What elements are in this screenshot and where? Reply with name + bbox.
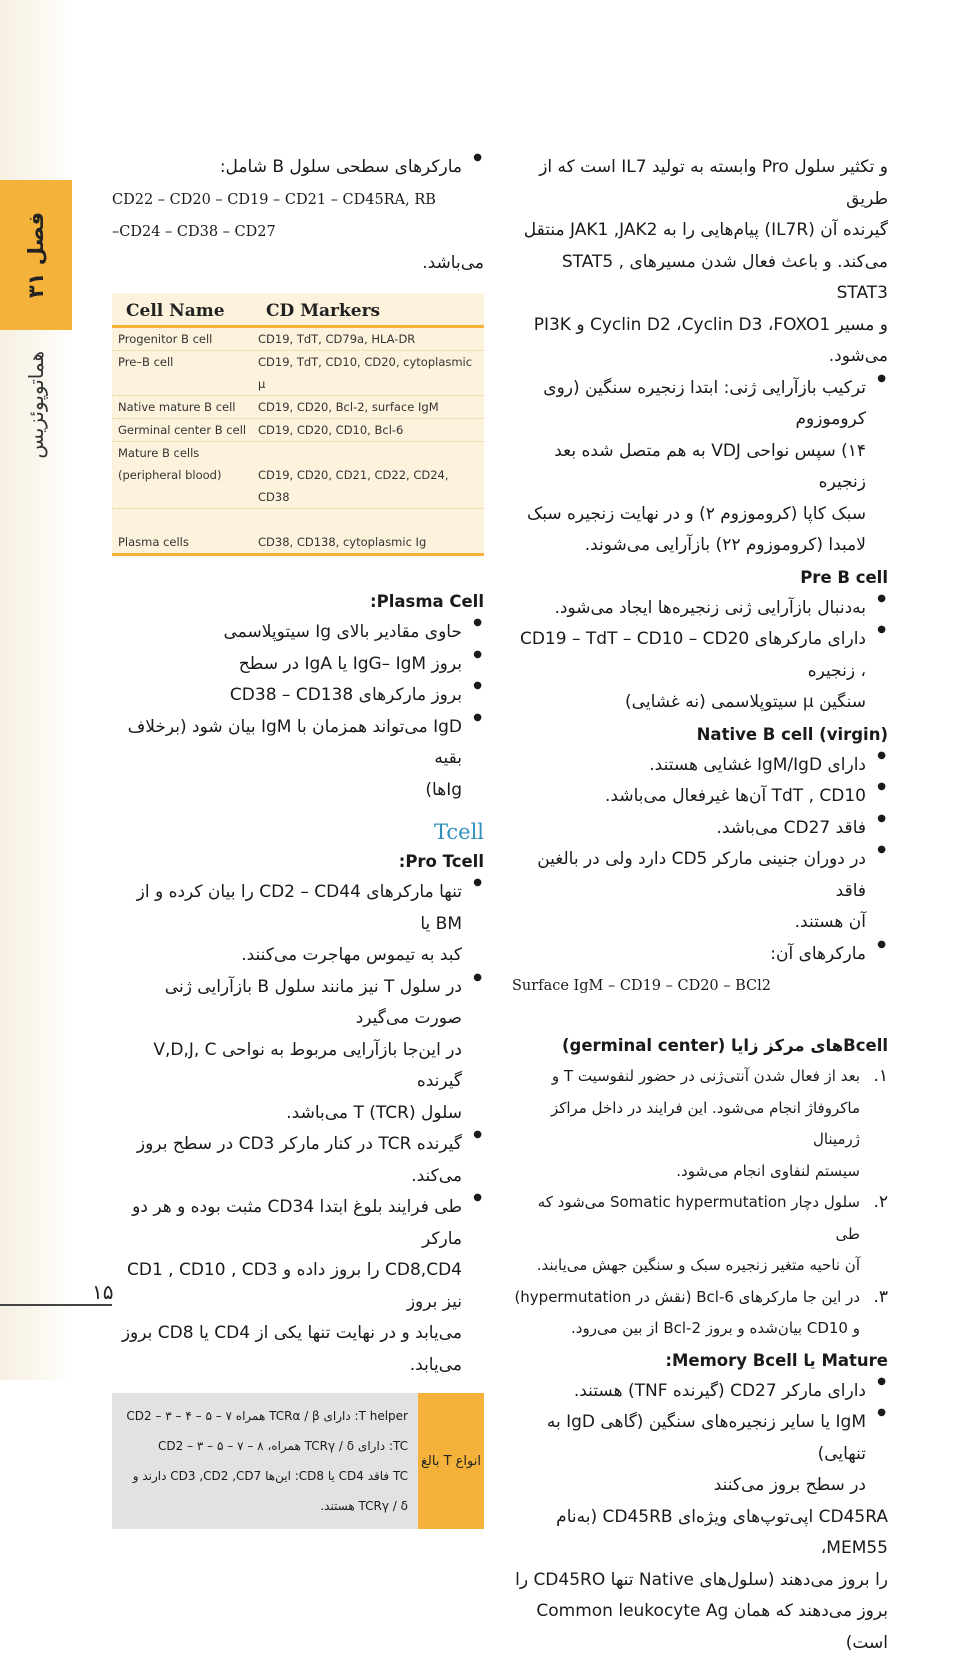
text-line: ● ترکیب بازآرایی ژنی: ابتدا زنجیره سنگین (روی کروموزوم: [543, 377, 866, 429]
right-column: [512, 152, 888, 1659]
bullet-item: [512, 593, 888, 625]
table-cell: Plasma cells: [118, 535, 189, 549]
text-line: کبد به تیموس مهاجرت می‌کنند.: [241, 945, 462, 965]
text-line: ● مارکرهای آن:: [770, 943, 866, 964]
bullet-item: [512, 1407, 888, 1502]
text-line: ● بروز مارکرهای CD38 – CD138: [229, 685, 462, 705]
bullet-item: [112, 680, 484, 712]
bullet-item: [112, 649, 484, 681]
text-line: گیرنده آن (IL7R) پیام‌هایی را به JAK1 ,JAK2 منتقل: [523, 220, 888, 240]
text-line: و تکثیر سلول Pro وابسته به تولید IL7 است که از طریق: [539, 157, 888, 209]
bullet-item: [512, 939, 888, 971]
page-number: ۱۵: [92, 1280, 114, 1304]
text-line: ماکروفاژ انجام می‌شود. این فرایند در داخل مراکز ژرمینال: [550, 1098, 860, 1148]
bullet-item: [512, 373, 888, 562]
text-line: ● حاوی مقادیر بالای Ig سیتوپلاسمی: [223, 622, 462, 642]
table-row: [112, 328, 484, 351]
chapter-label: فصل ۳۱: [24, 211, 48, 299]
bullet-item: [112, 617, 484, 649]
pre-b-heading: Pre B cell: [800, 567, 888, 587]
pro-cont: [512, 152, 888, 373]
table-row: [112, 351, 484, 396]
text-line: سبک کاپا (کروموزوم ۲) و در نهایت زنجیره سبک: [526, 503, 866, 524]
text-line: CD45RA اپی‌توپ‌های ویژه‌ای CD45RB (به‌نام MEM55،: [556, 1506, 888, 1558]
text-line: T helper: دارای TCRα / β همراه ۷ – ۵ – ۴ – ۳ – CD2: [126, 1409, 408, 1423]
table-cell: Pre–B cell: [118, 355, 174, 369]
table-cell: CD19, CD20, Bcl-2, surface IgM: [258, 400, 439, 414]
table-cell: CD19, TdT, CD10, CD20, cytoplasmic μ: [258, 355, 473, 391]
mature-t-types-box: [112, 1393, 484, 1529]
bullet-item: [512, 781, 888, 813]
surface-b-formula-2: –CD24 – CD38 – CD27: [112, 223, 276, 240]
table-row: [112, 464, 484, 509]
text-line: Igها): [425, 779, 462, 800]
chapter-tab: [0, 180, 72, 330]
text-line: می‌کند. و باعث فعال شدن مسیرهای STAT5 , STAT3: [561, 251, 888, 303]
table-cell: Mature B cells: [118, 446, 200, 460]
text-line: CD8,CD4 را بروز داده و CD1 , CD10 , CD3 نیز بروز: [126, 1260, 462, 1312]
text-line: ● بروز IgG– IgM یا IgA در سطح: [238, 653, 462, 674]
table-cell: [258, 509, 478, 531]
table-row: [112, 531, 484, 553]
mature-t-types-tab: [418, 1393, 484, 1529]
surface-b-title: ● مارکرهای سطحی سلول B شامل:: [219, 157, 462, 177]
text-line: ● فاقد CD27 می‌باشد.: [716, 817, 866, 838]
text-line: ● گیرنده TCR در کنار مارکر CD3 در سطح بروز می‌کند.: [136, 1134, 462, 1186]
numbered-item: [512, 1187, 888, 1282]
bullet-item: [112, 712, 484, 807]
table-cell: CD19, CD20, CD21, CD22, CD24, CD38: [258, 468, 449, 504]
table-header-cell: CD Markers: [266, 301, 381, 321]
mature-heading: Mature یا Memory Bcell:: [665, 1350, 888, 1370]
text-line: می‌یابد و در نهایت تنها یکی از CD4 یا CD8 بروز می‌یابد.: [121, 1323, 462, 1375]
bullet-item: [512, 844, 888, 939]
table-cell: Germinal center B cell: [118, 423, 247, 437]
bullet-item: [112, 877, 484, 972]
text-line: ● تنها مارکرهای CD2 – CD44 را بیان کرده و از BM یا: [136, 882, 462, 934]
table-cell: Progenitor B cell: [118, 332, 213, 346]
section-tab: [0, 330, 72, 480]
text-line: آن هستند.: [794, 912, 866, 932]
bullet-item: [112, 1192, 484, 1381]
text-line: ● طی فرایند بلوغ ابتدا CD34 مثبت بوده و هر دو مارکر: [132, 1197, 462, 1249]
table-row: [112, 509, 484, 531]
native-b-heading: Native B cell (virgin): [696, 724, 888, 744]
table-header: [112, 293, 484, 328]
table-cell: [118, 509, 258, 531]
left-column: [112, 152, 484, 1529]
text-line: سلول دچار Somatic hypermutation می‌شود که طی: [537, 1193, 860, 1243]
text-line: و CD10 بیان‌شده و بروز Bcl-2 از بین می‌رود.: [571, 1319, 860, 1337]
surface-b-end: می‌باشد.: [422, 252, 484, 273]
pro-t-heading: Pro Tcell:: [398, 852, 484, 871]
text-line: TC: دارای TCRγ / δ همراه، ۸ – ۷ – ۵ – ۳ – CD2: [157, 1439, 408, 1453]
bullet-item: [512, 624, 888, 719]
table-cell: CD38, CD138, cytoplasmic Ig: [258, 535, 427, 549]
table-cell: CD19, TdT, CD79a, HLA-DR: [258, 332, 416, 346]
text-line: ● دارای مارکر CD27 (گیرنده TNF) هستند.: [573, 1380, 866, 1401]
text-line: سلول T (TCR) می‌باشد.: [286, 1102, 462, 1123]
item-number: ۳.: [873, 1286, 888, 1307]
text-line: ● در سلول T نیز مانند سلول B بازآرایی ژنی صورت می‌گیرد: [164, 976, 462, 1028]
text-line: TC فاقد CD4 یا CD8: این‌ها CD3 ,CD2 ,CD7 دارند و: [132, 1469, 408, 1483]
plasma-heading: Plasma Cell:: [370, 592, 484, 611]
mature-t-types-label: انواع T بالغ: [421, 1453, 481, 1469]
numbered-item: [512, 1282, 888, 1345]
text-line: سیستم لنفاوی انجام می‌شود.: [676, 1161, 860, 1180]
text-line: سنگین μ سیتوپلاسمی (نه غشایی): [625, 692, 866, 712]
table-cell: (peripheral blood): [118, 468, 222, 482]
germinal-heading: Bcellهای مرکز زایا (germinal center): [561, 1036, 888, 1055]
b-cell-markers-table: [112, 293, 484, 556]
text-line: ● دارای IgM/IgD غشایی هستند.: [649, 754, 866, 775]
text-line: ● در دوران جنینی مارکر CD5 دارد ولی در بالغین فاقد: [537, 849, 866, 901]
item-number: ۲.: [873, 1192, 888, 1212]
bullet-item: [112, 972, 484, 1130]
text-line: ● به‌دنبال بازآرایی ژنی زنجیره‌ها ایجاد می‌شود.: [554, 597, 866, 618]
surface-b-formula-1: CD22 – CD20 – CD19 – CD21 – CD45RA, RB: [112, 191, 436, 208]
text-line: در این‌جا بازآرایی مربوط به نواحی V,D,J, C گیرنده: [153, 1039, 462, 1091]
text-line: ● IgD می‌تواند همزمان با IgM بیان شود (برخلاف بقیه: [127, 716, 462, 768]
text-line: و مسیر Cyclin D2 ،Cyclin D3 ،FOXO1 و PI3K می‌شود.: [533, 314, 888, 366]
item-number: ۱.: [873, 1066, 888, 1086]
text-line: ۱۴) سپس نواحی VDJ به هم متصل شده بعد زنجیره: [554, 440, 866, 492]
text-line: ● IgM یا سایر زنجیره‌های سنگین (گاهی IgD به تنهایی): [546, 1412, 866, 1464]
bullet-item: [512, 750, 888, 782]
bullet-item: [512, 813, 888, 845]
text-line: در این جا مارکرهای Bcl-6 (نقش در hypermutation): [514, 1287, 860, 1306]
text-line: بروز می‌دهند که همان Common leukocyte Ag است): [536, 1601, 888, 1653]
text-line: آن ناحیه متغیر زنجیره سبک و سنگین جهش می‌یابند.: [536, 1256, 860, 1274]
text-line: در سطح بروز می‌کنند: [713, 1475, 866, 1495]
native-markers-formula: Surface IgM – CD19 – CD20 – BCl2: [512, 978, 772, 994]
table-cell: CD19, CD20, CD10, Bcl-6: [258, 423, 404, 437]
bullet-item: [112, 1129, 484, 1192]
text-line: ● TdT , CD10 آن‌ها غیرفعال می‌باشد.: [605, 786, 866, 806]
table-row: [112, 442, 484, 464]
table-cell: [258, 442, 478, 464]
text-line: TCRγ / δ هستند.: [320, 1499, 408, 1513]
mature-t-types-content: [112, 1393, 418, 1529]
bullet-item: [112, 152, 484, 184]
table-row: [112, 396, 484, 419]
numbered-item: [512, 1061, 888, 1187]
text-line: بعد از فعال شدن آنتی‌ژنی در حضور لنفوسیت T و: [551, 1067, 860, 1085]
table-row: [112, 419, 484, 442]
text-line: را بروز می‌دهند (سلول‌های Native تنها CD45RO را: [515, 1569, 888, 1590]
tcell-title: Tcell: [434, 820, 484, 844]
text-line: ● دارای مارکرهای CD19 – TdT – CD10 – CD20 ، زنجیره: [519, 629, 866, 681]
table-header-cell: Cell Name: [126, 301, 225, 321]
table-cell: Native mature B cell: [118, 400, 236, 414]
page-number-rule: [0, 1304, 112, 1306]
text-line: لامبدا (کروموزوم ۲۲) بازآرایی می‌شوند.: [584, 535, 866, 555]
section-label: هماتوپوئزیس: [24, 351, 48, 459]
bullet-item: [512, 1376, 888, 1408]
